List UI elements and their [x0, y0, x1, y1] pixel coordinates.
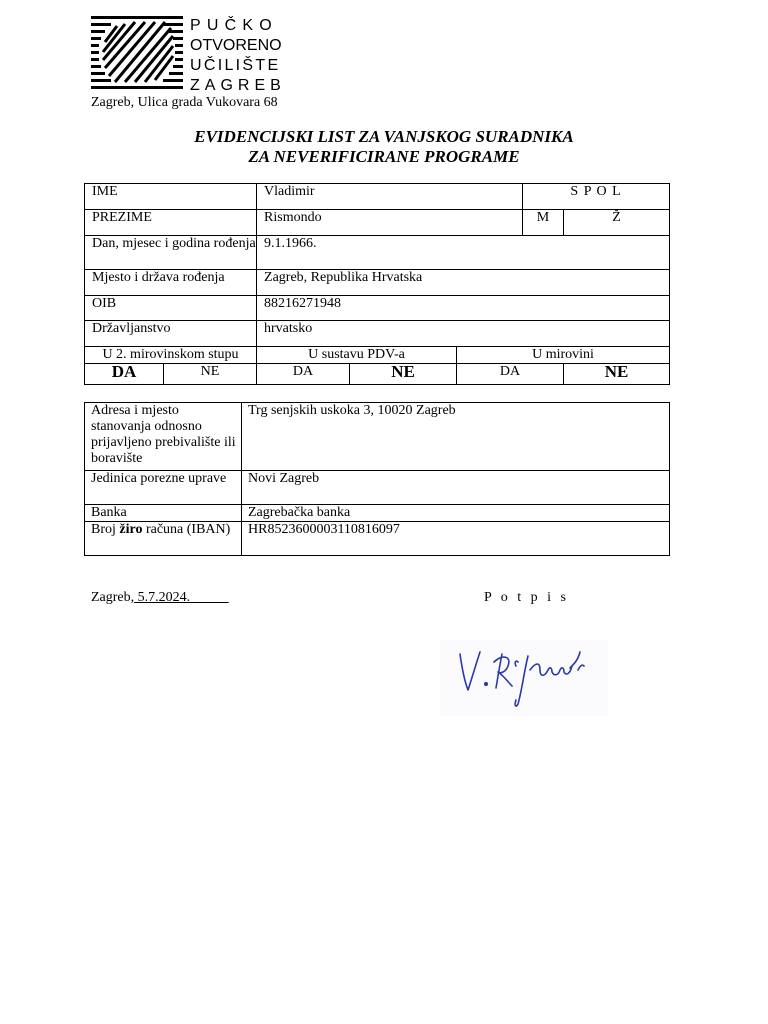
date-value: 5.7.2024.: [134, 590, 229, 605]
label-citizenship: Državljanstvo: [85, 321, 257, 347]
value-ime: Vladimir: [257, 184, 523, 210]
label-bank: Banka: [85, 505, 242, 522]
signature-label: P o t p i s: [484, 590, 569, 605]
residence-bank-table: [84, 402, 670, 556]
option-vat-ne: NE: [350, 364, 457, 385]
value-prezime: Rismondo: [257, 210, 523, 236]
option-pension-ne: NE: [164, 364, 257, 385]
logo-word: UČILIŠTE: [190, 57, 281, 74]
document-title: [0, 127, 768, 167]
option-pension-da: DA: [85, 364, 164, 385]
label-address: Adresa i mjesto stanovanja odnosno prijavljeno prebivalište ili boravište: [85, 403, 242, 471]
title-line: EVIDENCIJSKI LIST ZA VANJSKOG SURADNIKA: [194, 127, 574, 146]
spol-m: M: [523, 210, 564, 236]
label-pension-pillar: U 2. mirovinskom stupu: [85, 347, 257, 364]
label-retired: U mirovini: [457, 347, 670, 364]
value-oib: 88216271948: [257, 296, 670, 321]
spol-z: Ž: [564, 210, 670, 236]
value-citizenship: hrvatsko: [257, 321, 670, 347]
iban-label-pre: Broj: [91, 522, 120, 537]
institution-logo: [91, 16, 301, 94]
option-vat-da: DA: [257, 364, 350, 385]
label-tax-office: Jedinica porezne uprave: [85, 471, 242, 505]
label-date-of-birth: Dan, mjesec i godina rođenja: [85, 236, 257, 270]
label-place-of-birth: Mjesto i država rođenja: [85, 270, 257, 296]
value-bank: Zagrebačka banka: [242, 505, 670, 522]
value-place-of-birth: Zagreb, Republika Hrvatska: [257, 270, 670, 296]
value-date-of-birth: 9.1.1966.: [257, 236, 670, 270]
institution-address: Zagreb, Ulica grada Vukovara 68: [91, 95, 278, 110]
value-iban: HR8523600003110816097: [242, 522, 670, 556]
value-tax-office: Novi Zagreb: [242, 471, 670, 505]
option-retired-ne: NE: [564, 364, 670, 385]
handwritten-signature: [440, 640, 608, 716]
label-iban: [85, 522, 242, 556]
label-vat-system: U sustavu PDV-a: [257, 347, 457, 364]
logo-word: OTVORENO: [190, 37, 282, 54]
iban-label-post: računa (IBAN): [142, 522, 231, 537]
date-line: [91, 589, 229, 606]
logo-word: PUČKO: [190, 17, 278, 34]
logo-word: ZAGREB: [190, 77, 286, 94]
value-address: Trg senjskih uskoka 3, 10020 Zagreb: [242, 403, 670, 471]
option-retired-da: DA: [457, 364, 564, 385]
title-line: ZA NEVERIFICIRANE PROGRAME: [248, 147, 520, 166]
iban-label-bold: žiro: [119, 522, 143, 537]
label-ime: IME: [85, 184, 257, 210]
logo-mark-icon: [91, 16, 183, 92]
label-prezime: PREZIME: [85, 210, 257, 236]
date-place: Zagreb,: [91, 590, 135, 605]
personal-data-table: [84, 183, 670, 385]
label-oib: OIB: [85, 296, 257, 321]
label-spol: S P O L: [523, 184, 670, 210]
